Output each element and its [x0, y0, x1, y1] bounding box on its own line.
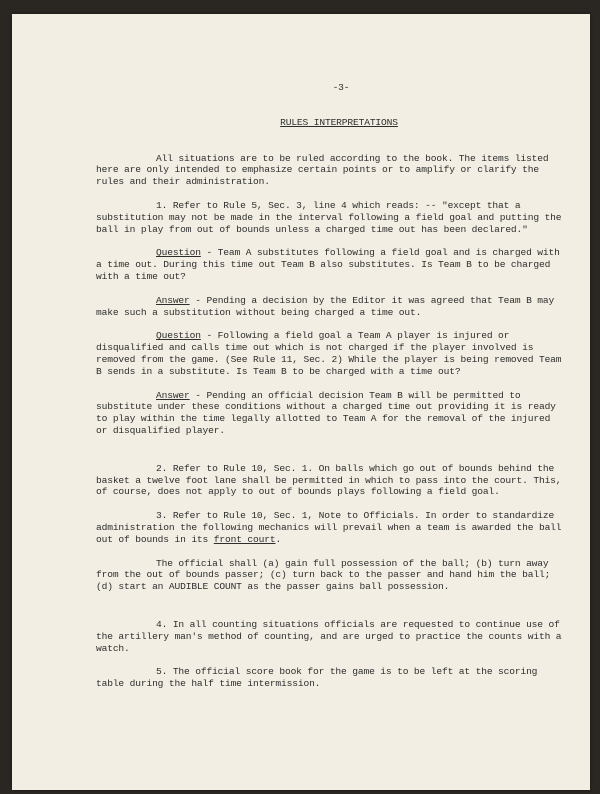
question-label: Question [156, 247, 201, 259]
question-2-paragraph [96, 330, 566, 377]
answer-1-paragraph [96, 295, 566, 319]
question-text: - Following a field goal a Team A player is injured or disqualified and calls time out which is not charged if the player involved is removed from the game. (See Rule 11, Sec. 2) While the player is being removed Team B sends in a substitute. Is Team B to be charged with a time out? [96, 330, 562, 377]
item-2-paragraph: 2. Refer to Rule 10, Sec. 1. On balls which go out of bounds behind the basket a twelve foot lane shall be permitted in which to pass into the court. This, of course, does not apply to out of bounds plays following a field goal. [96, 462, 562, 498]
question-1-paragraph [96, 247, 566, 282]
page-title [112, 117, 566, 129]
item-3-detail-paragraph: The official shall (a) gain full possession of the ball; (b) turn away from the out of bounds passer; (c) turn back to the passer and hand him the ball; (d) start an AUDIBLE COUNT as the passer gains ball possession. [96, 557, 551, 593]
item-3-paragraph [96, 510, 566, 545]
answer-2-paragraph [96, 390, 566, 437]
title-text: RULES INTERPRETATIONS [280, 116, 398, 128]
document-body [96, 82, 566, 702]
item-3-end: . [275, 533, 282, 545]
question-text: - Team A substitutes following a field goal and is charged with a time out. During this time out Team B also substitutes. Is Team B to be charged with a time out? [96, 247, 560, 282]
item-5-paragraph: 5. The official score book for the game is to be left at the scoring table during the half time intermission. [96, 666, 538, 690]
item-4-paragraph: 4. In all counting situations officials are requested to continue use of the artillery man's method of counting, and are urged to practice the counts with a watch. [96, 618, 562, 654]
answer-text: - Pending a decision by the Editor it was agreed that Team B may make such a substitution without being charged a time out. [96, 294, 555, 318]
answer-label: Answer [156, 294, 190, 306]
answer-text: - Pending an official decision Team B will be permitted to substitute under these conditions without a charged time out providing it is ready to play within the time legally allotted to Team A for the removal of the injured or disqualified player. [96, 389, 556, 436]
question-label: Question [156, 330, 201, 342]
page-number: -3- [332, 82, 350, 93]
front-court-underlined: front court [213, 533, 276, 545]
document-page [12, 14, 590, 790]
item-3-text: 3. Refer to Rule 10, Sec. 1, Note to Officials. In order to standardize administration the following mechanics will prevail when a team is awarded the ball out of bounds in its [96, 510, 562, 545]
answer-label: Answer [156, 389, 190, 401]
intro-paragraph: All situations are to be ruled according to the book. The items listed here are only intended to emphasize certain points or to amplify or clarify the rules and their administration. [96, 152, 549, 188]
item-1-paragraph: 1. Refer to Rule 5, Sec. 3, line 4 which reads: -- "except that a substitution may not be made in the interval following a field goal and putting the ball in play from out of bounds unless a charged time out has been declared." [96, 199, 562, 235]
